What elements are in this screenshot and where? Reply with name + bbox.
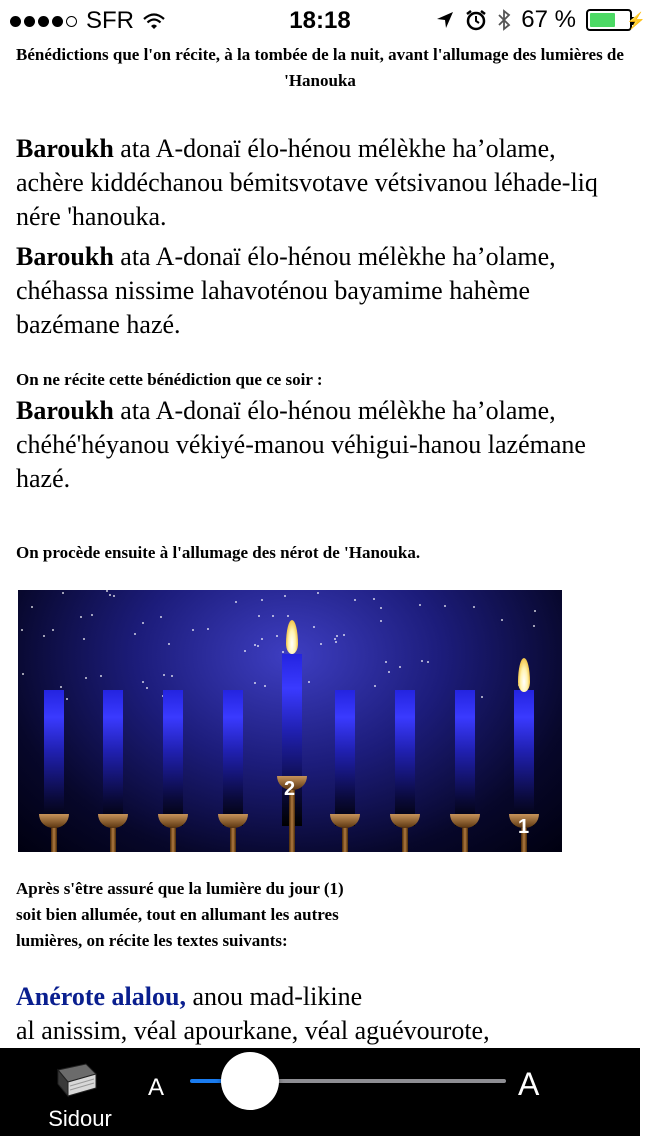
- star-dot: [343, 634, 345, 636]
- battery-icon: [586, 9, 646, 31]
- blessing-1: [16, 132, 624, 234]
- star-dot: [109, 594, 111, 596]
- bottom-toolbar: [0, 1048, 640, 1136]
- menorah-illustration: [18, 590, 562, 852]
- star-dot: [276, 635, 278, 637]
- status-right: [425, 6, 646, 34]
- shamash-flame-icon: [286, 620, 298, 654]
- star-dot: [80, 616, 82, 618]
- star-dot: [336, 635, 338, 637]
- star-dot: [83, 638, 85, 640]
- candle-3: [395, 690, 415, 826]
- star-dot: [284, 595, 286, 597]
- star-dot: [287, 615, 289, 617]
- slider-thumb[interactable]: [221, 1052, 279, 1110]
- star-dot: [380, 607, 382, 609]
- star-dot: [244, 650, 246, 652]
- star-dot: [282, 651, 284, 653]
- candle-7: [103, 690, 123, 826]
- star-dot: [373, 598, 375, 600]
- star-dot: [261, 638, 263, 640]
- star-dot: [171, 675, 173, 677]
- battery-percent: 67 %: [521, 6, 576, 33]
- star-dot: [160, 616, 162, 618]
- star-dot: [308, 681, 310, 683]
- star-dot: [146, 687, 148, 689]
- star-dot: [399, 666, 401, 668]
- star-dot: [481, 696, 483, 698]
- candle-2: [455, 690, 475, 826]
- star-dot: [380, 620, 382, 622]
- star-dot: [52, 629, 54, 631]
- blessing-3-keyword: Baroukh: [16, 396, 114, 425]
- slider-track-max: [250, 1079, 506, 1083]
- star-dot: [261, 599, 263, 601]
- blessing-3: [16, 394, 624, 496]
- star-dot: [533, 625, 535, 627]
- book-icon: [52, 1060, 102, 1100]
- star-dot: [21, 629, 23, 631]
- star-dot: [31, 606, 33, 608]
- star-dot: [100, 675, 102, 677]
- carrier-name: SFR: [86, 7, 134, 34]
- section-heading: Bénédictions que l'on récite, à la tombée de la nuit, avant l'allumage des lumières de 'Hanouka: [16, 45, 624, 90]
- star-dot: [427, 661, 429, 663]
- hymn-hanerot-halalou: [16, 980, 624, 1048]
- star-dot: [320, 643, 322, 645]
- holder: [386, 814, 424, 852]
- candle-5: [223, 690, 243, 826]
- blessing-2-text: ata A-donaï élo-hénou mélèkhe ha’olame, chéhassa nissime lahavoténou bayamime hahème bazémane hazé.: [16, 242, 556, 339]
- note-lighting: On procède ensuite à l'allumage des nérot de 'Hanouka.: [16, 543, 421, 562]
- bluetooth-icon: [497, 9, 511, 31]
- star-dot: [335, 641, 337, 643]
- note-tonight-only: On ne récite cette bénédiction que ce soir :: [16, 370, 323, 389]
- star-dot: [473, 606, 475, 608]
- hymn-line-1: anou mad-likine: [185, 982, 363, 1011]
- font-larger-label: A: [518, 1066, 540, 1102]
- star-dot: [388, 671, 390, 673]
- star-dot: [43, 635, 45, 637]
- star-dot: [134, 633, 136, 635]
- star-dot: [272, 615, 274, 617]
- status-bar: [0, 0, 646, 40]
- star-dot: [106, 590, 108, 592]
- note-after-lighting-line-2: soit bien allumée, tout en allumant les autres: [16, 905, 339, 924]
- hymn-keyword: Anérote alalou,: [16, 982, 186, 1011]
- star-dot: [62, 592, 64, 594]
- star-dot: [254, 644, 256, 646]
- location-arrow-icon: [435, 10, 455, 30]
- star-dot: [91, 614, 93, 616]
- star-dot: [22, 673, 24, 675]
- candle-6: [163, 690, 183, 826]
- star-dot: [258, 615, 260, 617]
- blessing-1-text: ata A-donaï élo-hénou mélèkhe ha’olame, achère kiddéchanou bémitsvotave vétsivanou léhade-liq nére 'hanouka.: [16, 134, 598, 231]
- star-dot: [142, 622, 144, 624]
- star-dot: [60, 686, 62, 688]
- font-size-slider[interactable]: [190, 1064, 506, 1096]
- menorah-label-2: 2: [284, 778, 296, 800]
- star-dot: [168, 643, 170, 645]
- holder: [94, 814, 132, 852]
- star-dot: [66, 698, 68, 700]
- candle-1-flame-icon: [518, 658, 530, 692]
- star-dot: [264, 685, 266, 687]
- note-after-lighting-line-3: lumières, on récite les textes suivants:: [16, 931, 288, 950]
- star-dot: [444, 605, 446, 607]
- star-dot: [257, 645, 259, 647]
- blessing-3-text: ata A-donaï élo-hénou mélèkhe ha’olame, chéhé'héyanou vékiyé-manou véhigui-hanou lazémane hazé.: [16, 396, 586, 493]
- star-dot: [501, 619, 503, 621]
- note-after-lighting-line-1: Après s'être assuré que la lumière du jour (1): [16, 879, 344, 898]
- candle-1: [514, 690, 534, 826]
- star-dot: [421, 660, 423, 662]
- star-dot: [235, 601, 237, 603]
- menorah-label-1: 1: [518, 816, 530, 838]
- star-dot: [354, 599, 356, 601]
- holder: [35, 814, 73, 852]
- holder: [214, 814, 252, 852]
- star-dot: [534, 610, 536, 612]
- note-after-lighting: [16, 876, 624, 954]
- star-dot: [317, 592, 319, 594]
- star-dot: [85, 677, 87, 679]
- holder: [326, 814, 364, 852]
- star-dot: [385, 661, 387, 663]
- star-dot: [163, 674, 165, 676]
- reading-content[interactable]: [0, 40, 640, 1048]
- holder: [446, 814, 484, 852]
- star-dot: [374, 685, 376, 687]
- star-dot: [192, 629, 194, 631]
- blessing-2: [16, 240, 624, 342]
- hymn-line-2: al anissim, véal apourkane, véal aguévourote,: [16, 1016, 490, 1045]
- star-dot: [207, 628, 209, 630]
- blessing-2-keyword: Baroukh: [16, 242, 114, 271]
- star-dot: [142, 681, 144, 683]
- alarm-clock-icon: [465, 9, 487, 31]
- holder: [154, 814, 192, 852]
- star-dot: [254, 682, 256, 684]
- sidour-button[interactable]: [40, 1056, 120, 1136]
- status-time: 18:18: [289, 7, 351, 34]
- sidour-label: Sidour: [48, 1106, 112, 1131]
- candle-4: [335, 690, 355, 826]
- star-dot: [113, 595, 115, 597]
- blessing-1-keyword: Baroukh: [16, 134, 114, 163]
- charging-bolt-icon: ⚡: [626, 13, 646, 30]
- font-smaller-label: A: [148, 1074, 165, 1101]
- candle-8: [44, 690, 64, 826]
- star-dot: [419, 604, 421, 606]
- star-dot: [334, 638, 336, 640]
- star-dot: [313, 626, 315, 628]
